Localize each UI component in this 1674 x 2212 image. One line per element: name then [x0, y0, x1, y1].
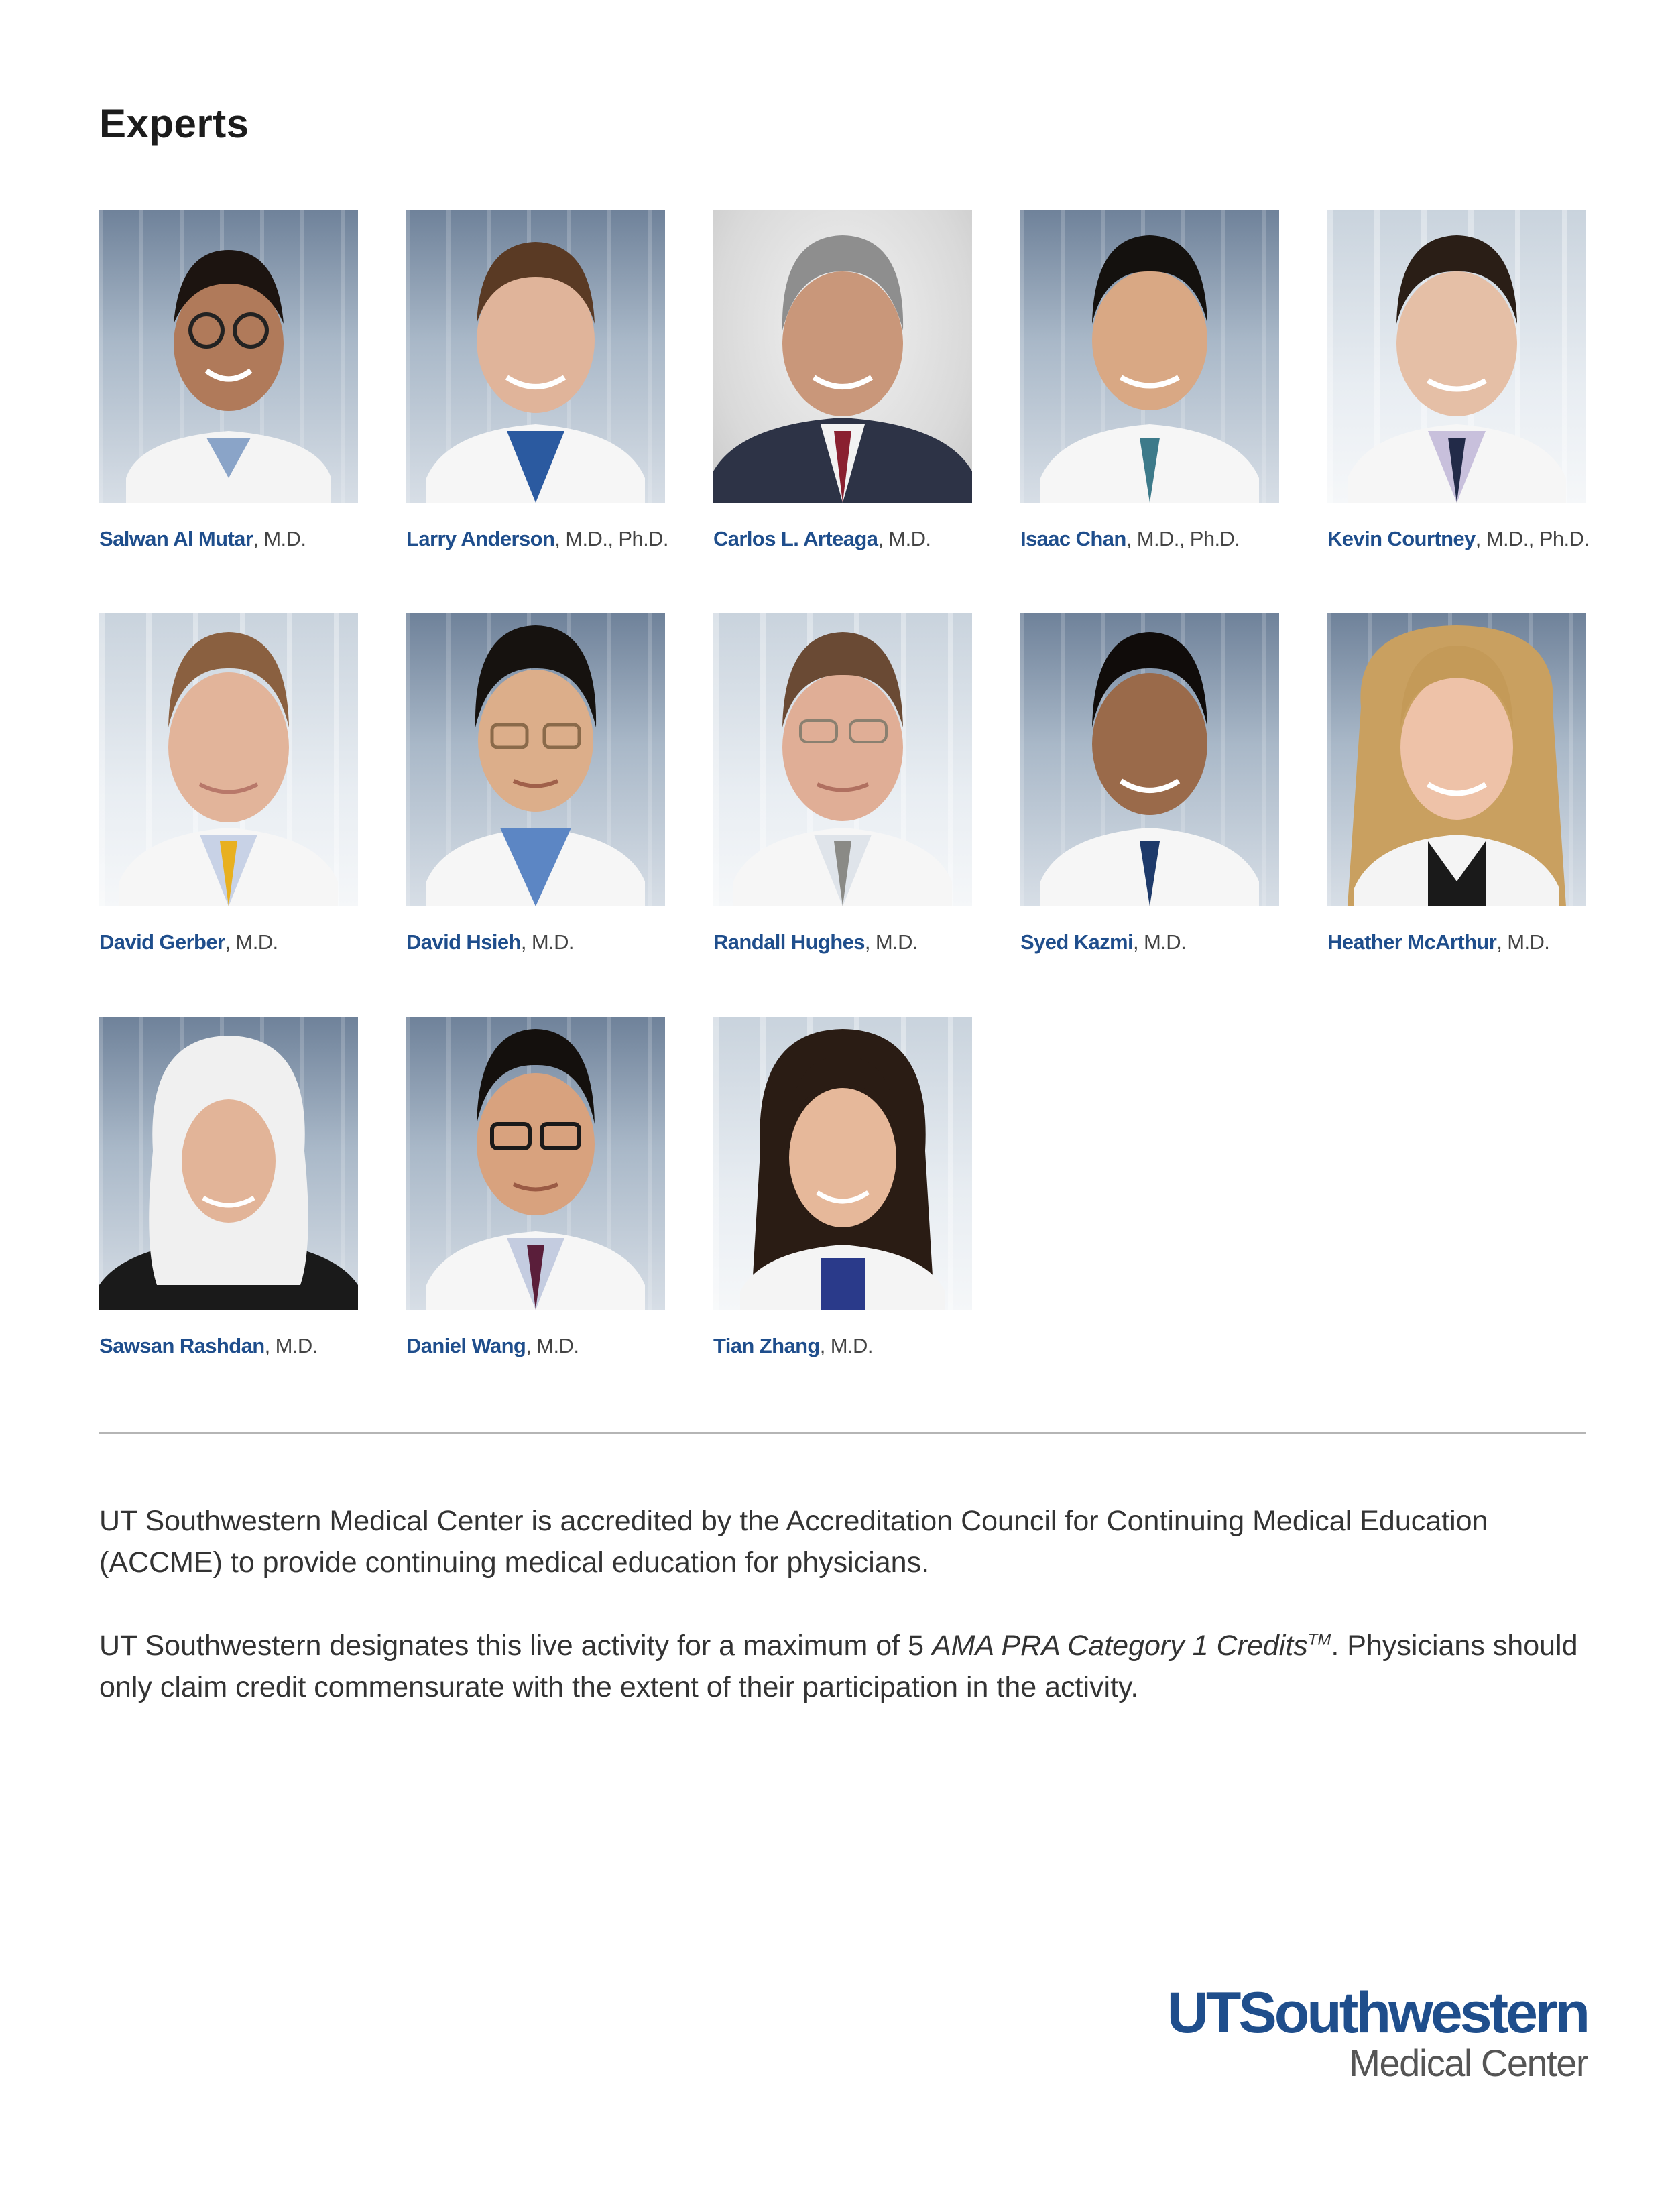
expert-credentials: , M.D. — [264, 1334, 318, 1357]
expert-photo — [99, 210, 358, 503]
credit-type: AMA PRA Category 1 Credits — [931, 1630, 1308, 1662]
expert-card — [1327, 613, 1586, 955]
expert-name — [99, 930, 358, 955]
expert-card — [713, 210, 972, 551]
expert-credentials: , M.D. — [1496, 930, 1550, 954]
expert-photo — [1020, 210, 1279, 503]
expert-name-text: Carlos L. Arteaga — [713, 527, 878, 550]
utsw-logo — [1140, 1981, 1588, 2085]
logo-secondary-text: Medical Center — [1349, 2042, 1588, 2084]
expert-credentials: , M.D., Ph.D. — [1475, 527, 1590, 550]
expert-card — [1020, 613, 1279, 955]
expert-name-text: Salwan Al Mutar — [99, 527, 253, 550]
expert-photo — [406, 613, 665, 906]
expert-name — [1020, 930, 1279, 955]
expert-name-text: Daniel Wang — [406, 1334, 526, 1357]
expert-credentials: , M.D. — [526, 1334, 579, 1357]
expert-name-text: Heather McArthur — [1327, 930, 1497, 954]
credit-designation-statement — [99, 1625, 1594, 1708]
credit-text-end: . Physicians should only claim credit commensurate with the extent of their participation in the activity. — [99, 1630, 1578, 1703]
expert-card — [406, 210, 668, 551]
expert-name-text: David Gerber — [99, 930, 225, 954]
expert-name — [406, 930, 665, 955]
expert-credentials: , M.D. — [520, 930, 574, 954]
expert-name — [406, 1334, 665, 1358]
expert-name — [1020, 527, 1279, 551]
expert-card — [99, 210, 358, 551]
expert-card — [713, 1017, 972, 1358]
page-title: Experts — [99, 101, 249, 146]
expert-name-text: Tian Zhang — [713, 1334, 820, 1357]
expert-name-text: Larry Anderson — [406, 527, 555, 550]
expert-photo — [99, 1017, 358, 1310]
trademark-mark: TM — [1307, 1630, 1331, 1649]
expert-credentials: , M.D. — [1133, 930, 1187, 954]
expert-card — [99, 613, 358, 955]
expert-credentials: , M.D. — [819, 1334, 873, 1357]
expert-card — [406, 613, 665, 955]
expert-photo — [713, 613, 972, 906]
accreditation-text: UT Southwestern Medical Center is accredited by the Accreditation Council for Continuing Medical Education (ACCME) to provide continuing medical education for physicians. — [99, 1505, 1488, 1579]
accreditation-statement — [99, 1500, 1594, 1583]
expert-name-text: David Hsieh — [406, 930, 521, 954]
expert-name-text: Randall Hughes — [713, 930, 865, 954]
expert-card — [99, 1017, 358, 1358]
expert-name-text: Syed Kazmi — [1020, 930, 1134, 954]
expert-photo — [713, 210, 972, 503]
expert-credentials: , M.D. — [864, 930, 918, 954]
expert-credentials: , M.D. — [253, 527, 306, 550]
expert-photo — [406, 1017, 665, 1310]
expert-photo — [713, 1017, 972, 1310]
expert-name — [713, 1334, 972, 1358]
logo-primary-text: UTSouthwestern — [1167, 1981, 1588, 2045]
expert-name — [99, 527, 358, 551]
expert-name — [1327, 527, 1590, 551]
section-divider — [99, 1432, 1586, 1434]
expert-name — [1327, 930, 1586, 955]
expert-name — [713, 527, 972, 551]
expert-name-text: Kevin Courtney — [1327, 527, 1476, 550]
expert-card — [1020, 210, 1279, 551]
expert-name — [406, 527, 668, 551]
expert-photo — [1327, 613, 1586, 906]
expert-credentials: , M.D. — [878, 527, 931, 550]
expert-photo — [406, 210, 665, 503]
expert-name-text: Sawsan Rashdan — [99, 1334, 265, 1357]
expert-name — [713, 930, 972, 955]
expert-photo — [99, 613, 358, 906]
expert-credentials: , M.D. — [225, 930, 278, 954]
expert-card — [713, 613, 972, 955]
expert-credentials: , M.D., Ph.D. — [1126, 527, 1240, 550]
expert-card — [406, 1017, 665, 1358]
expert-name-text: Isaac Chan — [1020, 527, 1126, 550]
expert-photo — [1327, 210, 1586, 503]
credit-text-start: UT Southwestern designates this live activity for a maximum of 5 — [99, 1630, 932, 1662]
expert-photo — [1020, 613, 1279, 906]
expert-credentials: , M.D., Ph.D. — [554, 527, 668, 550]
expert-card — [1327, 210, 1590, 551]
expert-name — [99, 1334, 358, 1358]
